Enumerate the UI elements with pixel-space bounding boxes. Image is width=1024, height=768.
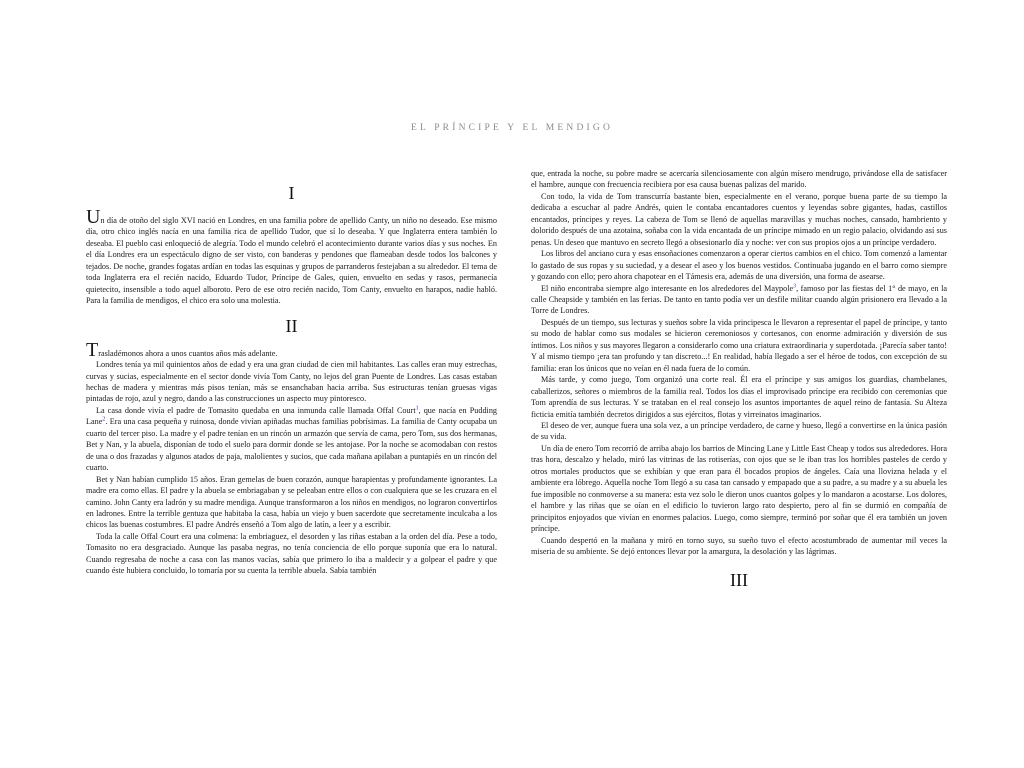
paragraph-text: , famoso por las fiestas del 1° de mayo, en la calle Cheapside y también en las ferias. De tanto en tanto podía ver un desfile militar cuando algún prisionero era llevado a la Torre de Londres. bbox=[531, 283, 948, 316]
paragraph: El deseo de ver, aunque fuera una sola vez, a un príncipe verdadero, de carne y hueso, llegó a convertirse en la única pasión de su vida. bbox=[531, 420, 947, 442]
paragraph: que, entrada la noche, su pobre madre se acercaría silenciosamente con algún mísero mendrugo, privándose ella de satisfacer el hambre, aunque con frecuencia recibiera por esa causa buenas palizas del marido. bbox=[531, 169, 947, 190]
paragraph-text: , que nacía en Pudding Lane bbox=[86, 405, 498, 427]
paragraph bbox=[531, 283, 947, 317]
paragraph: Londres tenía ya mil quinientos años de edad y era una gran ciudad de cien mil habitantes. Las calles eran muy estrechas, curvas y sucias, especialmente en el sector donde vivía Tom Canty, no lejos del gran Puente de Londres. Las casas estaban hechas de madera y mientras más pisos tenían, más se ensanchaban hacia arriba. Sus estructuras tenían gruesas vigas pintadas de rojo, azul y negro, dando a las construcciones un aspecto muy pintoresco. bbox=[86, 360, 497, 404]
paragraph-text: . Era una casa pequeña y ruinosa, donde vivían apiñadas muchas familias pobrísimas. La familia de Canty ocupaba un cuarto del tercer piso. La madre y el padre tenían en un rincón un armazón que servía de cama, pero Tom, sus dos hermanas, Bet y Nan, y la abuela, disponían de todo el suelo para dormir donde se les antojase. Por la noche se acomodaban con restos de una o dos frazadas y algunos atados de paja, malolientes y sucios, que cada mañana apilaban a puntapiés en un rincón del cuarto. bbox=[86, 417, 497, 473]
footnote-link[interactable]: 2 bbox=[102, 416, 106, 423]
left-column bbox=[86, 180, 497, 577]
right-column bbox=[531, 168, 947, 597]
paragraph: Después de un tiempo, sus lecturas y sueños sobre la vida principesca le llevaron a representar el papel de príncipe, y tanto su modo de hablar como sus modales se hicieron ceremoniosos y cortesanos, con enorme admiración y diversión de sus íntimos. Los niños y sus mayores llegaron a considerarlo como una criatura extraordinaria y superdotada. ¡Parecía saber tanto! Y al mismo tiempo ¡era tan profundo y tan discreto...! En realidad, había llegado a ser el héroe de todos, con excepción de su familia: eran los únicos que no veían en él nada fuera de lo común. bbox=[531, 317, 947, 373]
running-head: EL PRÍNCIPE Y EL MENDIGO bbox=[410, 123, 614, 133]
paragraph: Los libros del anciano cura y esas ensoñaciones comenzaron a operar ciertos cambios en el chico. Tom comenzó a lamentar lo gastado de sus ropas y su suciedad, y a desear el aseo y los buenos vestidos. Continuaba jugando en el barro como siempre y gozando con ello; pero ahora chapotear en el Támesis era, además de una diversión, una forma de asearse. bbox=[531, 249, 947, 282]
drop-cap: U bbox=[86, 206, 101, 228]
paragraph-text: rasladémonos ahora a unos cuantos años más adelante. bbox=[98, 348, 278, 358]
footnote-link[interactable]: 3 bbox=[793, 282, 797, 289]
paragraph-text: El niño encontraba siempre algo interesante en los alrededores del Maypole bbox=[541, 283, 794, 293]
paragraph: Cuando despertó en la mañana y miró en torno suyo, su sueño tuvo el efecto acostumbrado de aumentar mil veces la miseria de su ambiente. Se dejó entonces llevar por la amargura, la desolación y las lágrimas. bbox=[531, 535, 947, 556]
chapter-1-paragraph bbox=[86, 206, 497, 307]
chapter-3-title: III bbox=[730, 570, 748, 591]
paragraph-text: La casa donde vivía el padre de Tomasito quedaba en una inmunda calle llamada Offal Court bbox=[96, 405, 416, 415]
chapter-1-title: I bbox=[288, 183, 295, 203]
chapter-2-opening bbox=[86, 338, 497, 361]
paragraph: Un día de enero Tom recorrió de arriba abajo los barrios de Mincing Lane y Little East Cheap y todos sus alrededores. Hora tras hora, descalzo y helado, miró las vitrinas de las rotiserías, con ojos que se le iban tras los horribles pasteles de cerdo y otros mortales productos que se exhibían y que eran para él bocados propios de ángeles. Caía una llovizna helada y el ambiente era lóbrego. Aquella noche Tom llegó a su casa tan cansado y empapado que a su padre, a su madre y a su abuela les fue imposible no conmoverse a su manera: esta vez solo le dieron unos cuantos golpes y lo mandaron a acostarse. Los dolores, el hambre y las riñas que se oían en el edificio lo tuvieron largo rato despierto, pero al fin se durmió en compañía de principitos enjoyados que vivían en enormes palacios. Luego, como siempre, terminó por soñar que él era también un joven príncipe. bbox=[531, 443, 947, 534]
paragraph: Más tarde, y como juego, Tom organizó una corte real. Él era el príncipe y sus amigos los guardias, chambelanes, caballerizos, señores o miembros de la familia real. Todos los días el improvisado príncipe era recibido con ceremonias que Tom aprendía de sus lecturas. Y se trataban en el real consejo los asuntos importantes de aquel reino de fantasía. Su Alteza ficticia emitía también decretos dirigidos a sus ejércitos, flotas y virreinatos imaginarios. bbox=[531, 375, 947, 419]
paragraph: Con todo, la vida de Tom transcurría bastante bien, especialmente en el verano, porque buena parte de su tiempo la dedicaba a escuchar al padre Andrés, quien le contaba encantadores cuentos y leyendas sobre gigantes, hadas, castillos encantados, príncipes y reyes. La cabeza de Tom se llenó de aquellas maravillas y muchas noches, cansado, hambriento y dolorido después de una azotaina, soñaba con la vida encantada de un príncipe mimado en un regio palacio, olvidando así sus penas. Un deseo que mantuvo en secreto llegó a obsesionarlo día y noche: ver con sus propios ojos a un príncipe verdadero. bbox=[531, 191, 947, 247]
paragraph bbox=[86, 405, 497, 474]
paragraph: Toda la calle Offal Court era una colmena: la embriaguez, el desorden y las riñas estaban a la orden del día. Pese a todo, Tomasito no era desgraciado. Aunque las pasaba negras, no tenía conciencia de ello porque suponía que era lo natural. Cuando regresaba de noche a casa con las manos vacías, sabía que primero lo iba a maldecir y a golpear el padre y que cuando éste hubiera concluido, lo tomaría por su cuenta la terrible abuela. Sabía también bbox=[86, 531, 497, 576]
drop-cap: T bbox=[86, 338, 99, 361]
paragraph-text: n día de otoño del siglo XVI nació en Londres, en una familia pobre de apellido Canty, un niño no deseado. Ese mismo día, otro chico inglés nacía en una familia rica de apellido Tudor, que sí lo deseaba. Y que Inglaterra entera también lo deseaba. El pueblo casi enloqueció de alegría. Todo el mundo celebró el acontecimiento durante varios días y sus noches. En el día Londres era un espectáculo digno de ser visto, con banderas y pendones que flameaban desde todos los balcones y tejados. De noche, grandes fogatas ardían en todas las esquinas y grupos de parranderos festejaban a su alrededor. El tema de toda Inglaterra era el recién nacido, Eduardo Tudor, Príncipe de Gales, quien, envuelto en sedas y rasos, permanecía quietecito, insensible a todo aquel alboroto. Pero de ese otro recién nacido, Tom Canty, envuelto en harapos, nadie habló. Para la familia de mendigos, el chico era solo una molestia. bbox=[86, 216, 497, 306]
footnote-link[interactable]: 1 bbox=[415, 405, 419, 412]
chapter-2-title: II bbox=[285, 315, 298, 336]
paragraph: Bet y Nan habían cumplido 15 años. Eran gemelas de buen corazón, aunque harapientas y profundamente ignorantes. La madre era como ellas. El padre y la abuela se embriagaban y se peleaban entre ellos o con cualquiera que se les cruzara en el camino. John Canty era ladrón y su madre mendiga. Aunque transformaron a los niños en mendigos, no lograron convertirlos en ladrones. Entre la terrible gentuza que habitaba la casa, había un viejo y buen sacerdote que secretamente inculcaba a los chicos las buenas costumbres. El padre Andrés enseñó a Tom algo de latín, a leer y a escribir. bbox=[86, 474, 497, 530]
